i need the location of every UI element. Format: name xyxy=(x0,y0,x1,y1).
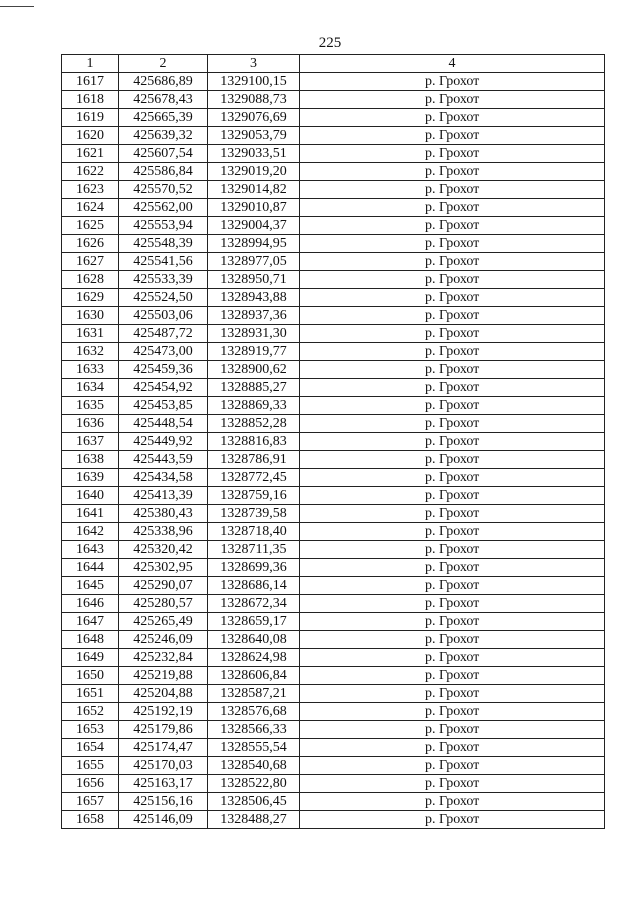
point-number-cell: 1629 xyxy=(62,289,119,307)
y-coordinate-cell: 1328576,68 xyxy=(208,703,300,721)
description-cell: р. Грохот xyxy=(300,397,605,415)
table-row xyxy=(62,199,605,217)
x-coordinate-cell: 425170,03 xyxy=(119,757,208,775)
header-row xyxy=(62,55,605,73)
y-coordinate-cell: 1328672,34 xyxy=(208,595,300,613)
x-coordinate-cell: 425192,19 xyxy=(119,703,208,721)
y-coordinate-cell: 1329010,87 xyxy=(208,199,300,217)
y-coordinate-cell: 1328640,08 xyxy=(208,631,300,649)
x-coordinate-cell: 425562,00 xyxy=(119,199,208,217)
x-coordinate-cell: 425246,09 xyxy=(119,631,208,649)
table-row xyxy=(62,343,605,361)
point-number-cell: 1620 xyxy=(62,127,119,145)
description-cell: р. Грохот xyxy=(300,451,605,469)
table-row xyxy=(62,271,605,289)
table-row xyxy=(62,361,605,379)
description-cell: р. Грохот xyxy=(300,253,605,271)
point-number-cell: 1617 xyxy=(62,73,119,91)
description-cell: р. Грохот xyxy=(300,685,605,703)
table-row xyxy=(62,109,605,127)
description-cell: р. Грохот xyxy=(300,739,605,757)
table-row xyxy=(62,163,605,181)
point-number-cell: 1631 xyxy=(62,325,119,343)
point-number-cell: 1644 xyxy=(62,559,119,577)
y-coordinate-cell: 1328555,54 xyxy=(208,739,300,757)
table-row xyxy=(62,91,605,109)
description-cell: р. Грохот xyxy=(300,757,605,775)
point-number-cell: 1652 xyxy=(62,703,119,721)
y-coordinate-cell: 1328950,71 xyxy=(208,271,300,289)
y-coordinate-cell: 1329033,51 xyxy=(208,145,300,163)
description-cell: р. Грохот xyxy=(300,469,605,487)
table-row xyxy=(62,325,605,343)
point-number-cell: 1658 xyxy=(62,811,119,829)
point-number-cell: 1630 xyxy=(62,307,119,325)
table-row xyxy=(62,73,605,91)
x-coordinate-cell: 425174,47 xyxy=(119,739,208,757)
coordinates-table xyxy=(61,54,605,829)
description-cell: р. Грохот xyxy=(300,595,605,613)
x-coordinate-cell: 425219,88 xyxy=(119,667,208,685)
x-coordinate-cell: 425204,88 xyxy=(119,685,208,703)
y-coordinate-cell: 1328816,83 xyxy=(208,433,300,451)
description-cell: р. Грохот xyxy=(300,271,605,289)
y-coordinate-cell: 1329053,79 xyxy=(208,127,300,145)
y-coordinate-cell: 1328869,33 xyxy=(208,397,300,415)
description-cell: р. Грохот xyxy=(300,379,605,397)
description-cell: р. Грохот xyxy=(300,73,605,91)
table-row xyxy=(62,739,605,757)
corner-mark xyxy=(0,6,34,7)
y-coordinate-cell: 1328739,58 xyxy=(208,505,300,523)
column-header-2: 2 xyxy=(119,55,208,73)
description-cell: р. Грохот xyxy=(300,217,605,235)
point-number-cell: 1649 xyxy=(62,649,119,667)
x-coordinate-cell: 425302,95 xyxy=(119,559,208,577)
y-coordinate-cell: 1328659,17 xyxy=(208,613,300,631)
table-row xyxy=(62,127,605,145)
table-row xyxy=(62,523,605,541)
point-number-cell: 1626 xyxy=(62,235,119,253)
point-number-cell: 1641 xyxy=(62,505,119,523)
x-coordinate-cell: 425665,39 xyxy=(119,109,208,127)
description-cell: р. Грохот xyxy=(300,235,605,253)
table-row xyxy=(62,775,605,793)
x-coordinate-cell: 425434,58 xyxy=(119,469,208,487)
x-coordinate-cell: 425454,92 xyxy=(119,379,208,397)
table-body xyxy=(62,73,605,829)
point-number-cell: 1648 xyxy=(62,631,119,649)
y-coordinate-cell: 1328606,84 xyxy=(208,667,300,685)
description-cell: р. Грохот xyxy=(300,109,605,127)
table-header xyxy=(62,55,605,73)
x-coordinate-cell: 425459,36 xyxy=(119,361,208,379)
description-cell: р. Грохот xyxy=(300,811,605,829)
y-coordinate-cell: 1328852,28 xyxy=(208,415,300,433)
table-row xyxy=(62,289,605,307)
x-coordinate-cell: 425570,52 xyxy=(119,181,208,199)
description-cell: р. Грохот xyxy=(300,415,605,433)
description-cell: р. Грохот xyxy=(300,199,605,217)
description-cell: р. Грохот xyxy=(300,523,605,541)
table-row xyxy=(62,379,605,397)
table-row xyxy=(62,487,605,505)
description-cell: р. Грохот xyxy=(300,91,605,109)
x-coordinate-cell: 425156,16 xyxy=(119,793,208,811)
description-cell: р. Грохот xyxy=(300,181,605,199)
point-number-cell: 1622 xyxy=(62,163,119,181)
point-number-cell: 1654 xyxy=(62,739,119,757)
x-coordinate-cell: 425548,39 xyxy=(119,235,208,253)
description-cell: р. Грохот xyxy=(300,541,605,559)
y-coordinate-cell: 1328718,40 xyxy=(208,523,300,541)
y-coordinate-cell: 1329019,20 xyxy=(208,163,300,181)
table-row xyxy=(62,397,605,415)
table-row xyxy=(62,703,605,721)
table-row xyxy=(62,253,605,271)
description-cell: р. Грохот xyxy=(300,577,605,595)
table-row xyxy=(62,235,605,253)
y-coordinate-cell: 1328488,27 xyxy=(208,811,300,829)
x-coordinate-cell: 425473,00 xyxy=(119,343,208,361)
description-cell: р. Грохот xyxy=(300,307,605,325)
y-coordinate-cell: 1329076,69 xyxy=(208,109,300,127)
table-row xyxy=(62,757,605,775)
description-cell: р. Грохот xyxy=(300,127,605,145)
point-number-cell: 1656 xyxy=(62,775,119,793)
x-coordinate-cell: 425265,49 xyxy=(119,613,208,631)
description-cell: р. Грохот xyxy=(300,289,605,307)
description-cell: р. Грохот xyxy=(300,145,605,163)
description-cell: р. Грохот xyxy=(300,343,605,361)
description-cell: р. Грохот xyxy=(300,505,605,523)
point-number-cell: 1627 xyxy=(62,253,119,271)
column-header-1: 1 xyxy=(62,55,119,73)
table-row xyxy=(62,811,605,829)
y-coordinate-cell: 1328772,45 xyxy=(208,469,300,487)
y-coordinate-cell: 1328931,30 xyxy=(208,325,300,343)
y-coordinate-cell: 1328522,80 xyxy=(208,775,300,793)
y-coordinate-cell: 1328919,77 xyxy=(208,343,300,361)
table-row xyxy=(62,667,605,685)
x-coordinate-cell: 425503,06 xyxy=(119,307,208,325)
description-cell: р. Грохот xyxy=(300,775,605,793)
y-coordinate-cell: 1329014,82 xyxy=(208,181,300,199)
y-coordinate-cell: 1328686,14 xyxy=(208,577,300,595)
description-cell: р. Грохот xyxy=(300,325,605,343)
x-coordinate-cell: 425448,54 xyxy=(119,415,208,433)
y-coordinate-cell: 1328943,88 xyxy=(208,289,300,307)
y-coordinate-cell: 1328786,91 xyxy=(208,451,300,469)
point-number-cell: 1623 xyxy=(62,181,119,199)
table-row xyxy=(62,613,605,631)
point-number-cell: 1621 xyxy=(62,145,119,163)
point-number-cell: 1634 xyxy=(62,379,119,397)
table-row xyxy=(62,217,605,235)
y-coordinate-cell: 1328566,33 xyxy=(208,721,300,739)
point-number-cell: 1639 xyxy=(62,469,119,487)
table-row xyxy=(62,451,605,469)
x-coordinate-cell: 425639,32 xyxy=(119,127,208,145)
table-row xyxy=(62,541,605,559)
point-number-cell: 1653 xyxy=(62,721,119,739)
point-number-cell: 1650 xyxy=(62,667,119,685)
x-coordinate-cell: 425678,43 xyxy=(119,91,208,109)
x-coordinate-cell: 425338,96 xyxy=(119,523,208,541)
y-coordinate-cell: 1328937,36 xyxy=(208,307,300,325)
table-row xyxy=(62,631,605,649)
y-coordinate-cell: 1328977,05 xyxy=(208,253,300,271)
y-coordinate-cell: 1328885,27 xyxy=(208,379,300,397)
table-row xyxy=(62,415,605,433)
table-row xyxy=(62,145,605,163)
x-coordinate-cell: 425232,84 xyxy=(119,649,208,667)
description-cell: р. Грохот xyxy=(300,487,605,505)
x-coordinate-cell: 425541,56 xyxy=(119,253,208,271)
x-coordinate-cell: 425533,39 xyxy=(119,271,208,289)
point-number-cell: 1632 xyxy=(62,343,119,361)
description-cell: р. Грохот xyxy=(300,163,605,181)
x-coordinate-cell: 425290,07 xyxy=(119,577,208,595)
table-row xyxy=(62,685,605,703)
x-coordinate-cell: 425146,09 xyxy=(119,811,208,829)
x-coordinate-cell: 425524,50 xyxy=(119,289,208,307)
point-number-cell: 1647 xyxy=(62,613,119,631)
table-row xyxy=(62,721,605,739)
y-coordinate-cell: 1328587,21 xyxy=(208,685,300,703)
point-number-cell: 1625 xyxy=(62,217,119,235)
column-header-4: 4 xyxy=(300,55,605,73)
x-coordinate-cell: 425607,54 xyxy=(119,145,208,163)
x-coordinate-cell: 425179,86 xyxy=(119,721,208,739)
y-coordinate-cell: 1328506,45 xyxy=(208,793,300,811)
point-number-cell: 1624 xyxy=(62,199,119,217)
y-coordinate-cell: 1328540,68 xyxy=(208,757,300,775)
description-cell: р. Грохот xyxy=(300,703,605,721)
y-coordinate-cell: 1329100,15 xyxy=(208,73,300,91)
x-coordinate-cell: 425163,17 xyxy=(119,775,208,793)
description-cell: р. Грохот xyxy=(300,721,605,739)
point-number-cell: 1655 xyxy=(62,757,119,775)
x-coordinate-cell: 425449,92 xyxy=(119,433,208,451)
x-coordinate-cell: 425320,42 xyxy=(119,541,208,559)
table-row xyxy=(62,307,605,325)
y-coordinate-cell: 1328759,16 xyxy=(208,487,300,505)
description-cell: р. Грохот xyxy=(300,433,605,451)
table-row xyxy=(62,559,605,577)
x-coordinate-cell: 425586,84 xyxy=(119,163,208,181)
x-coordinate-cell: 425280,57 xyxy=(119,595,208,613)
table-row xyxy=(62,649,605,667)
description-cell: р. Грохот xyxy=(300,667,605,685)
point-number-cell: 1633 xyxy=(62,361,119,379)
x-coordinate-cell: 425443,59 xyxy=(119,451,208,469)
point-number-cell: 1651 xyxy=(62,685,119,703)
point-number-cell: 1635 xyxy=(62,397,119,415)
x-coordinate-cell: 425453,85 xyxy=(119,397,208,415)
description-cell: р. Грохот xyxy=(300,631,605,649)
description-cell: р. Грохот xyxy=(300,559,605,577)
point-number-cell: 1640 xyxy=(62,487,119,505)
y-coordinate-cell: 1328900,62 xyxy=(208,361,300,379)
y-coordinate-cell: 1328711,35 xyxy=(208,541,300,559)
description-cell: р. Грохот xyxy=(300,613,605,631)
x-coordinate-cell: 425413,39 xyxy=(119,487,208,505)
x-coordinate-cell: 425553,94 xyxy=(119,217,208,235)
table-row xyxy=(62,433,605,451)
table-row xyxy=(62,505,605,523)
table-row xyxy=(62,181,605,199)
column-header-3: 3 xyxy=(208,55,300,73)
point-number-cell: 1642 xyxy=(62,523,119,541)
table-row xyxy=(62,793,605,811)
point-number-cell: 1643 xyxy=(62,541,119,559)
y-coordinate-cell: 1328624,98 xyxy=(208,649,300,667)
x-coordinate-cell: 425380,43 xyxy=(119,505,208,523)
point-number-cell: 1646 xyxy=(62,595,119,613)
table-row xyxy=(62,577,605,595)
point-number-cell: 1618 xyxy=(62,91,119,109)
y-coordinate-cell: 1329004,37 xyxy=(208,217,300,235)
x-coordinate-cell: 425686,89 xyxy=(119,73,208,91)
page-number: 225 xyxy=(318,35,342,51)
table-row xyxy=(62,595,605,613)
y-coordinate-cell: 1328699,36 xyxy=(208,559,300,577)
y-coordinate-cell: 1328994,95 xyxy=(208,235,300,253)
description-cell: р. Грохот xyxy=(300,793,605,811)
point-number-cell: 1657 xyxy=(62,793,119,811)
description-cell: р. Грохот xyxy=(300,649,605,667)
x-coordinate-cell: 425487,72 xyxy=(119,325,208,343)
point-number-cell: 1645 xyxy=(62,577,119,595)
point-number-cell: 1619 xyxy=(62,109,119,127)
table-row xyxy=(62,469,605,487)
description-cell: р. Грохот xyxy=(300,361,605,379)
y-coordinate-cell: 1329088,73 xyxy=(208,91,300,109)
point-number-cell: 1628 xyxy=(62,271,119,289)
point-number-cell: 1636 xyxy=(62,415,119,433)
point-number-cell: 1637 xyxy=(62,433,119,451)
point-number-cell: 1638 xyxy=(62,451,119,469)
